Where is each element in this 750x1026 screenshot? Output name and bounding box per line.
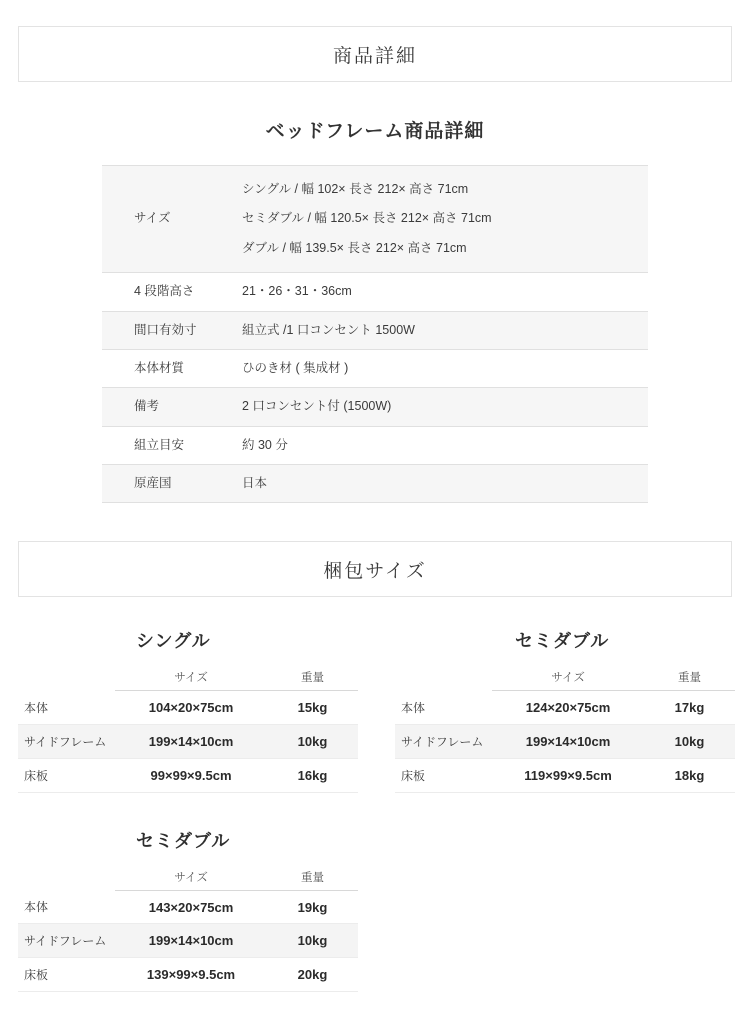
spec-label: サイズ — [102, 166, 230, 273]
col-weight: 重量 — [267, 665, 358, 691]
packing-block — [375, 627, 732, 793]
table-row — [395, 691, 735, 725]
col-size: サイズ — [115, 865, 267, 891]
part-weight: 15kg — [267, 691, 358, 725]
frame-spec-table — [102, 165, 648, 503]
part-name: 本体 — [18, 890, 115, 924]
spec-value-line: セミダブル / 幅 120.5× 長さ 212× 高さ 71cm — [242, 211, 492, 226]
packing-block-title: セミダブル — [136, 830, 231, 851]
spec-label: 組立目安 — [102, 426, 230, 464]
table-header-row — [18, 665, 358, 691]
table-row — [102, 388, 648, 426]
part-size: 104×20×75cm — [115, 691, 267, 725]
spec-value: 21・26・31・36cm — [230, 273, 648, 311]
spec-value: 約 30 分 — [230, 426, 648, 464]
part-weight: 20kg — [267, 958, 358, 992]
part-name: サイドフレーム — [18, 924, 115, 958]
spec-value-line: シングル / 幅 102× 長さ 212× 高さ 71cm — [242, 182, 469, 196]
table-row — [18, 958, 358, 992]
spec-value: 日本 — [230, 465, 648, 503]
product-detail-banner — [18, 26, 732, 82]
spec-label: 間口有効寸 — [102, 311, 230, 349]
spec-label: 原産国 — [102, 465, 230, 503]
col-part — [18, 865, 115, 891]
part-weight: 10kg — [267, 724, 358, 758]
part-size: 199×14×10cm — [115, 924, 267, 958]
spec-value: 2 口コンセント付 (1500W) — [230, 388, 648, 426]
packing-table — [18, 665, 358, 793]
table-row — [18, 691, 358, 725]
col-size: サイズ — [492, 665, 644, 691]
part-name: 本体 — [18, 691, 115, 725]
col-weight: 重量 — [267, 865, 358, 891]
table-header-row — [395, 665, 735, 691]
packing-block-title: セミダブル — [515, 631, 610, 652]
table-row — [102, 349, 648, 387]
part-name: サイドフレーム — [395, 724, 492, 758]
table-row — [102, 465, 648, 503]
spec-value-line: ダブル / 幅 139.5× 長さ 212× 高さ 71cm — [242, 240, 467, 255]
part-name: 本体 — [395, 691, 492, 725]
spec-label: 4 段階高さ — [102, 273, 230, 311]
table-row — [102, 166, 648, 273]
spec-label: 備考 — [102, 388, 230, 426]
frame-spec-section — [0, 116, 750, 503]
part-weight: 10kg — [644, 724, 735, 758]
part-size: 119×99×9.5cm — [492, 758, 644, 792]
table-row — [395, 724, 735, 758]
packing-table — [395, 665, 735, 793]
part-size: 143×20×75cm — [115, 890, 267, 924]
col-part — [18, 665, 115, 691]
table-row — [18, 724, 358, 758]
col-part — [395, 665, 492, 691]
table-row — [102, 273, 648, 311]
packing-table — [18, 865, 358, 993]
part-size: 199×14×10cm — [115, 724, 267, 758]
packing-banner — [18, 541, 732, 597]
spec-value — [230, 166, 648, 273]
spec-label: 本体材質 — [102, 349, 230, 387]
packing-grid — [0, 627, 750, 1026]
packing-block — [18, 627, 375, 793]
table-row — [18, 890, 358, 924]
part-size: 139×99×9.5cm — [115, 958, 267, 992]
part-size: 124×20×75cm — [492, 691, 644, 725]
col-size: サイズ — [115, 665, 267, 691]
part-weight: 18kg — [644, 758, 735, 792]
part-weight: 10kg — [267, 924, 358, 958]
packing-section — [0, 541, 750, 1026]
part-weight: 19kg — [267, 890, 358, 924]
table-row — [18, 924, 358, 958]
part-weight: 16kg — [267, 758, 358, 792]
packing-block — [18, 827, 375, 993]
part-name: 床板 — [18, 958, 115, 992]
product-detail-banner-title: 商品詳細 — [332, 45, 417, 67]
part-name: 床板 — [395, 758, 492, 792]
spec-value: ひのき材 ( 集成材 ) — [230, 349, 648, 387]
part-size: 199×14×10cm — [492, 724, 644, 758]
table-row — [395, 758, 735, 792]
part-name: 床板 — [18, 758, 115, 792]
part-weight: 17kg — [644, 691, 735, 725]
part-name: サイドフレーム — [18, 724, 115, 758]
table-row — [18, 758, 358, 792]
table-header-row — [18, 865, 358, 891]
packing-block-title: シングル — [136, 631, 211, 652]
table-row — [102, 311, 648, 349]
frame-spec-heading: ベッドフレーム商品詳細 — [265, 121, 485, 142]
packing-banner-title: 梱包サイズ — [323, 560, 427, 582]
table-row — [102, 426, 648, 464]
part-size: 99×99×9.5cm — [115, 758, 267, 792]
col-weight: 重量 — [644, 665, 735, 691]
spec-value: 組立式 /1 口コンセント 1500W — [230, 311, 648, 349]
